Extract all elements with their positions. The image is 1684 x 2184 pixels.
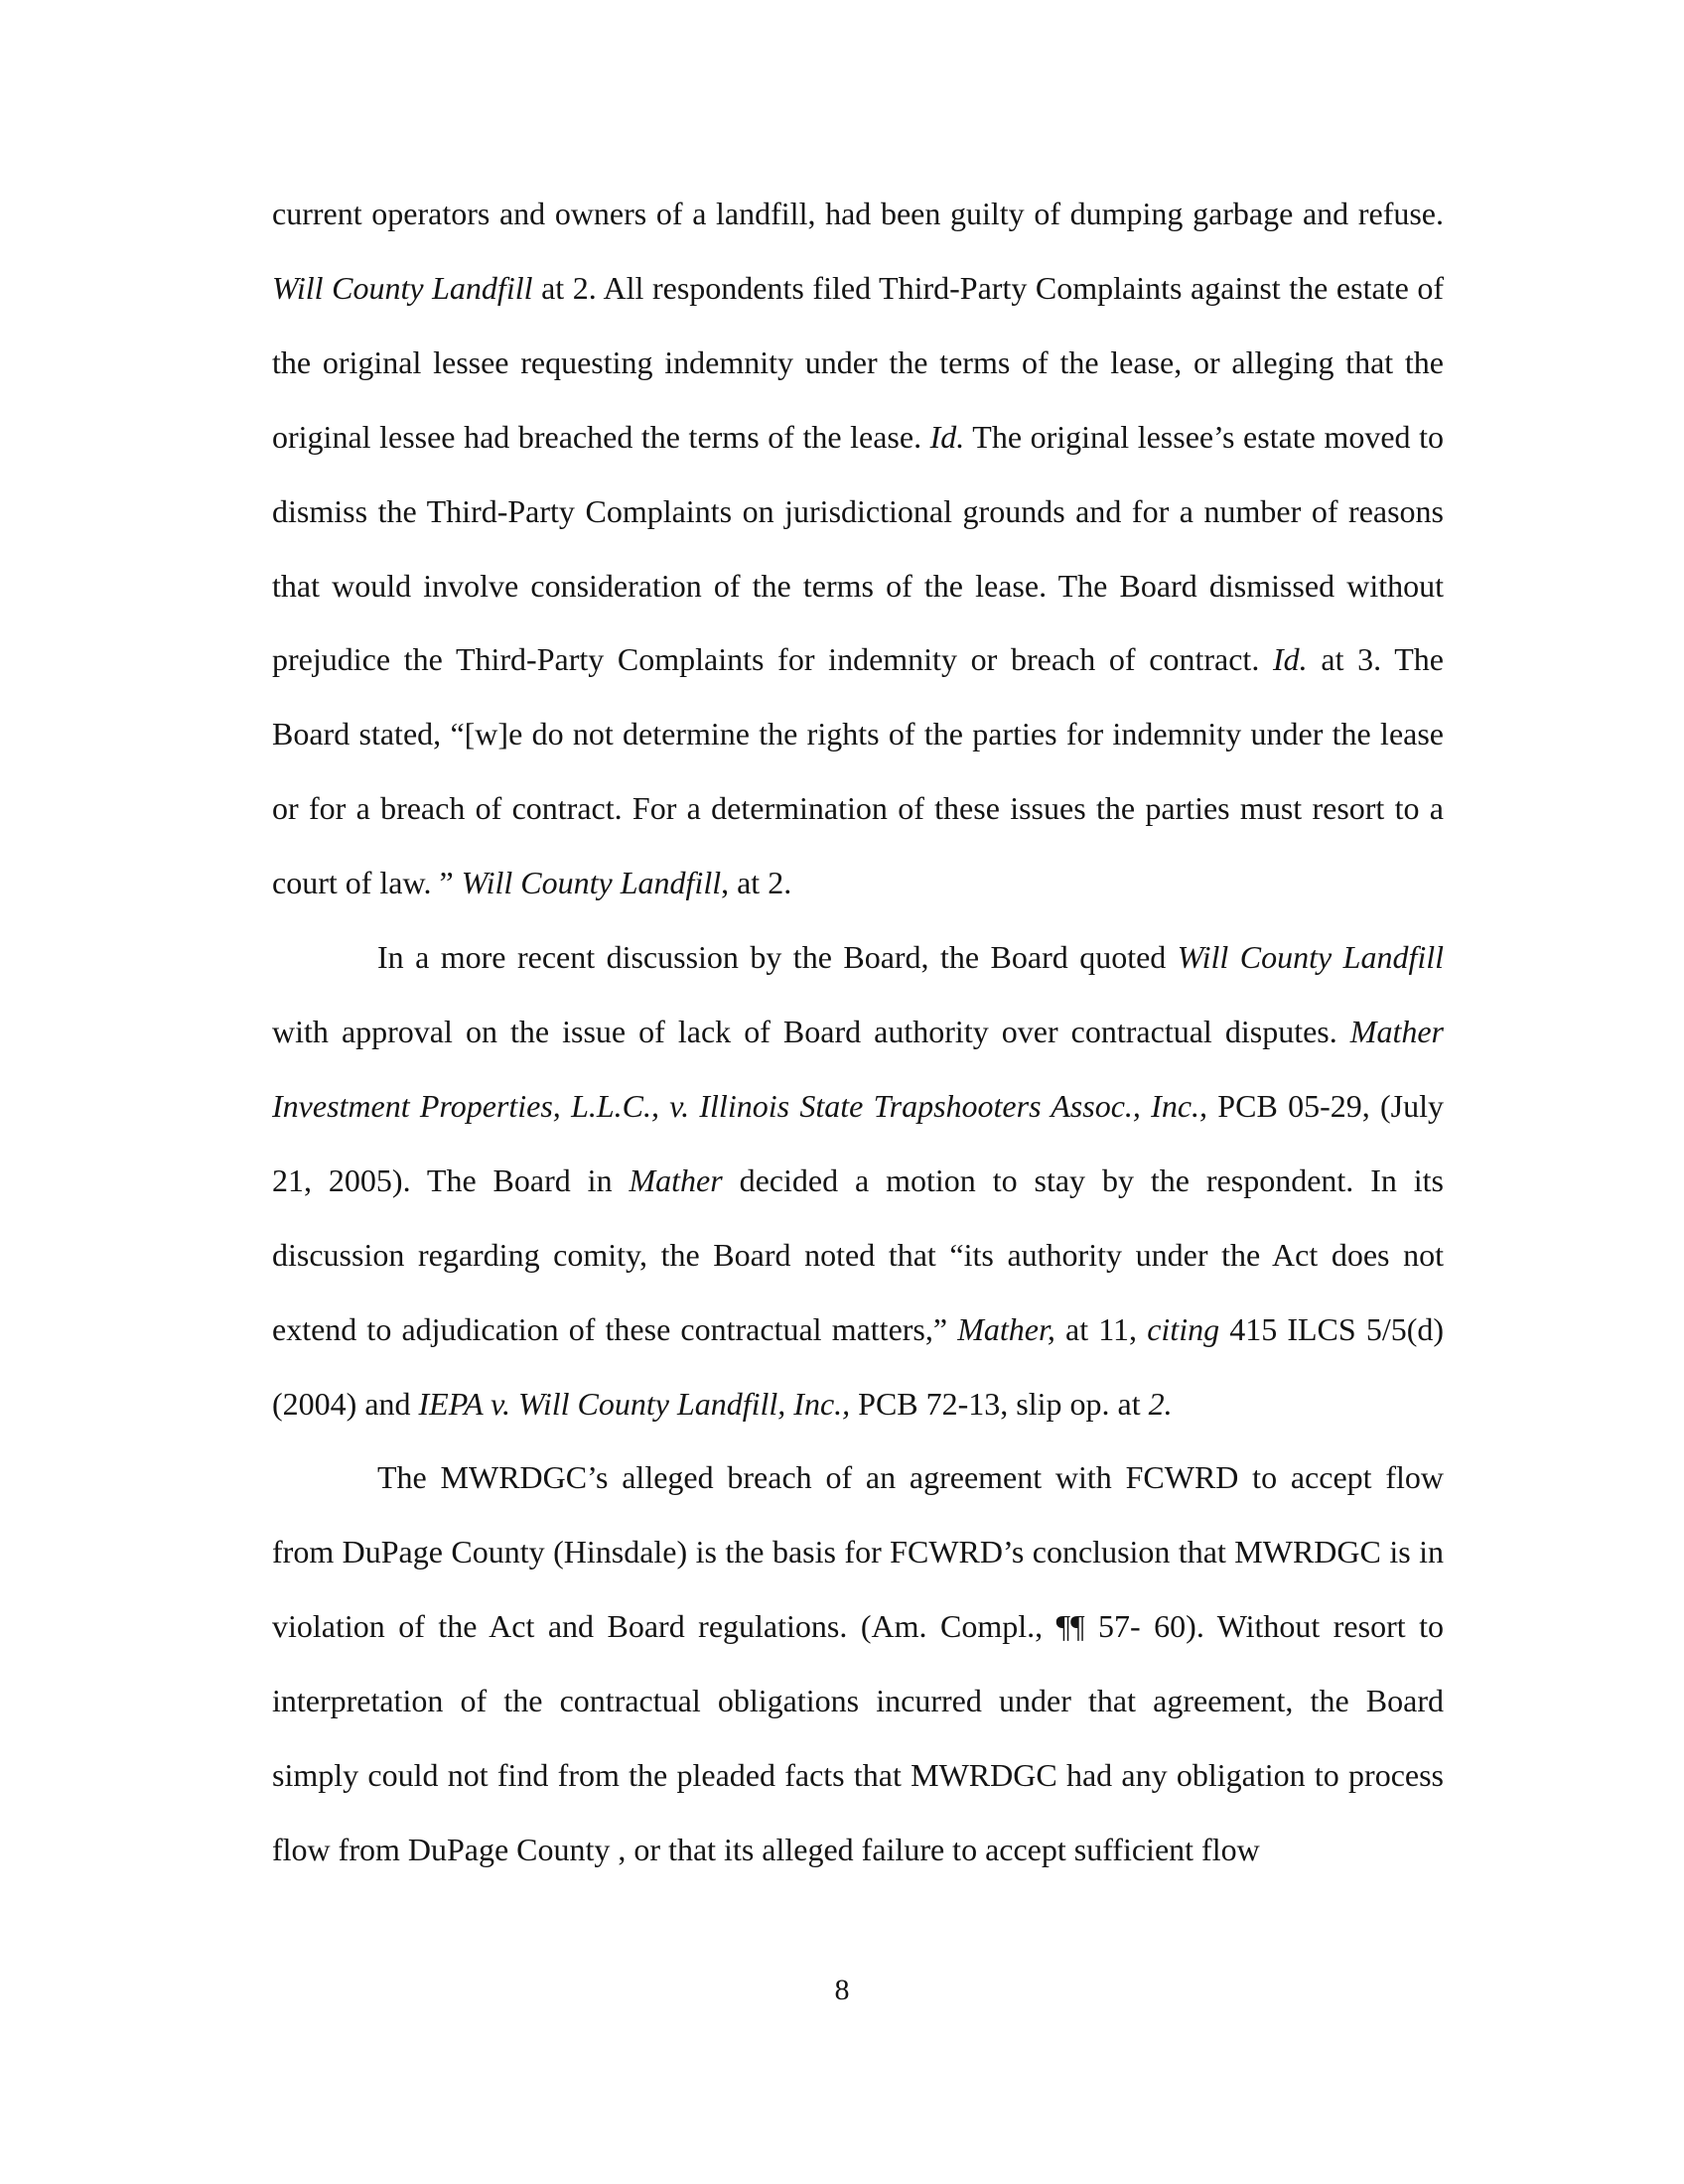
signal-word: citing [1147,1310,1220,1347]
text-segment: , at 2. [721,865,792,901]
paragraph-mwrdgc-breach [272,1440,1444,1886]
paragraph-will-county-landfill [272,177,1444,920]
case-citation: Id. [929,418,965,455]
text-segment: 415 ILCS 5/5(d) (2004) and [272,1310,1445,1422]
text-segment: at 11, [1054,1310,1148,1347]
case-citation: Will County Landfill [461,865,722,901]
text-segment: The original lessee’s estate moved to dismiss the Third-Party Complaints on jurisdictional grounds and for a number of reasons that would involve consideration of the terms of the lease. The Board dismissed without prejudice the Third-Party Complaints for indemnity or breach of contract. [272,418,1445,678]
paragraph-mather [272,920,1444,1440]
case-citation: Mather Investment Properties, L.L.C., v. Illinois State Trapshooters Assoc., Inc., [272,1013,1444,1124]
case-citation: IEPA v. Will County Landfill, Inc., [418,1385,851,1422]
pin-cite: 2. [1148,1385,1173,1422]
text-segment: at 2. All respondents filed Third-Party Complaints against the estate of the original lessee requesting indemnity under the terms of the lease, or alleging that the original lessee had breached the terms of the lease. [272,269,1445,455]
text-segment: PCB 72-13, slip op. at [850,1385,1149,1422]
case-citation: Mather [629,1161,723,1198]
text-segment: decided a motion to stay by the respondent. In its discussion regarding comity, the Board noted that “its authority under the Act does not extend to adjudication of these contractual matters,” [272,1161,1445,1347]
case-citation: Id. [1273,641,1308,678]
document-body [272,177,1444,1887]
case-citation: Will County Landfill [1177,939,1445,976]
case-citation: Will County Landfill [272,269,533,306]
text-segment: at 3. The Board stated, “[w]e do not determine the rights of the parties for indemnity under the lease or for a breach of contract. For a determination of these issues the parties must resort to a court of law. ” [272,641,1445,901]
case-citation: Mather, [957,1310,1055,1347]
text-segment: The MWRDGC’s alleged breach of an agreement with FCWRD to accept flow from DuPage County (Hinsdale) is the basis for FCWRD’s conclusion that MWRDGC is in violation of the Act and Board regulations. (Am. Compl., ¶¶ 57- 60). Without resort to interpretation of the contractual obligations incurred under that agreement, the Board simply could not find from the pleaded facts that MWRDGC had any obligation to process flow from DuPage County , or that its alleged failure to accept sufficient flow [272,1459,1444,1867]
text-segment: current operators and owners of a landfill, had been guilty of dumping garbage and refuse. [272,196,1444,231]
text-segment: PCB 05-29, (July 21, 2005). The Board in [272,1087,1445,1198]
page-number: 8 [834,1974,850,2006]
text-segment: with approval on the issue of lack of Board authority over contractual disputes. [272,1013,1350,1049]
text-segment: In a more recent discussion by the Board, the Board quoted [377,939,1178,976]
